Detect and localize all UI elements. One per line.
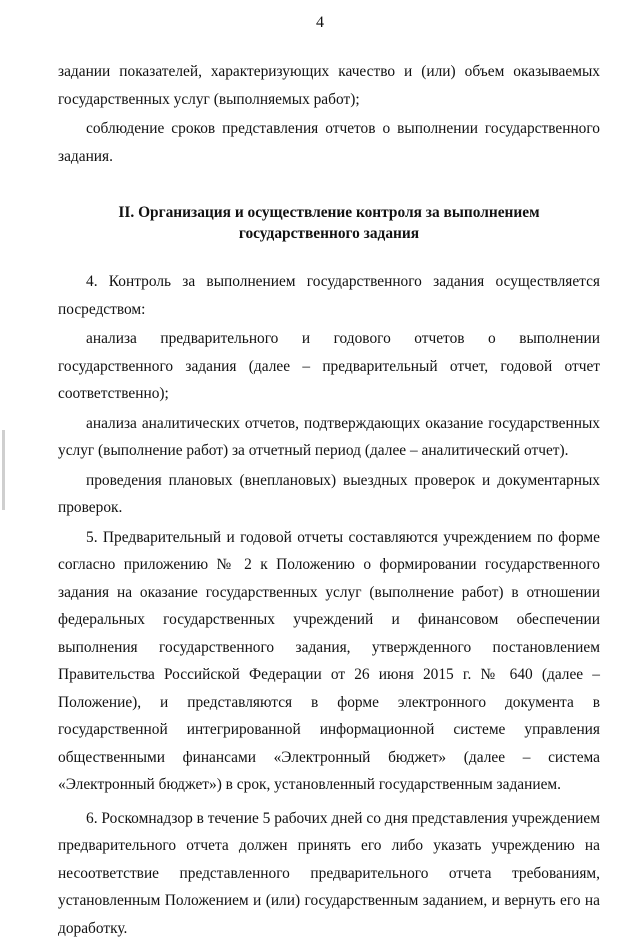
paragraph-6: 6. Роскомнадзор в течение 5 рабочих дней со дня представления учреждением предварительного отчета должен принять его либо указать учреждению на несоответствие представленного предварительного отчета требованиям, установленным Положением и (или) государственным заданием, и вернуть его на доработку.	[58, 805, 600, 942]
paragraph-analytic-reports: анализа аналитических отчетов, подтверждающих оказание государственных услуг (выполнение работ) за отчетный период (далее – аналитический отчет).	[58, 410, 600, 465]
section-heading-line-2: государственного задания	[58, 223, 600, 244]
paragraph-inspections: проведения плановых (внеплановых) выездных проверок и документарных проверок.	[58, 467, 600, 522]
paragraph-analysis-reports: анализа предварительного и годового отчетов о выполнении государственного задания (далее – предварительный отчет, годовой отчет соответственно);	[58, 325, 600, 408]
document-body	[58, 58, 600, 942]
paragraph-5: 5. Предварительный и годовой отчеты составляются учреждением по форме согласно приложению № 2 к Положению о формировании государственного задания на оказание государственных услуг (выполнение работ) в отношении федеральных государственных учреждений и финансовом обеспечении выполнения государственного задания, утвержденного постановлением Правительства Российской Федерации от 26 июня 2015 г. № 640 (далее – Положение), и представляются в форме электронного документа в государственной интегрированной информационной системе управления общественными финансами «Электронный бюджет» (далее – система «Электронный бюджет») в срок, установленный государственным заданием.	[58, 524, 600, 799]
scan-edge-mark	[2, 430, 5, 510]
section-heading	[58, 202, 600, 244]
page-number: 4	[0, 14, 640, 32]
paragraph-continuation: задании показателей, характеризующих качество и (или) объем оказываемых государственных услуг (выполняемых работ);	[58, 58, 600, 113]
paragraph-deadlines: соблюдение сроков представления отчетов о выполнении государственного задания.	[58, 115, 600, 170]
paragraph-4: 4. Контроль за выполнением государственного задания осуществляется посредством:	[58, 268, 600, 323]
section-heading-line-1: II. Организация и осуществление контроля за выполнением	[58, 202, 600, 223]
